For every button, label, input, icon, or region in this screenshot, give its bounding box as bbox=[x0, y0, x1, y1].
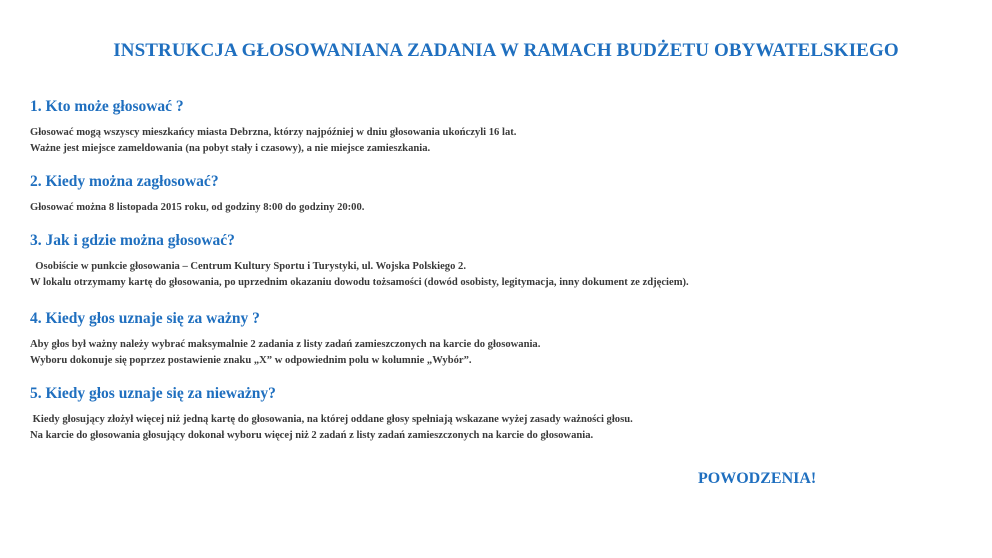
closing-text: POWODZENIA! bbox=[698, 470, 817, 487]
section-text-line: Na karcie do głosowania głosujący dokonał wyboru więcej niż 2 zadań z listy zadań zamieszczonych na karcie do głosowania. bbox=[30, 430, 594, 441]
section-heading: 3. Jak i gdzie można głosować? bbox=[30, 232, 235, 249]
section-text-line: Ważne jest miejsce zameldowania (na pobyt stały i czasowy), a nie miejsce zamieszkania. bbox=[30, 143, 431, 154]
section-heading: 1. Kto może głosować ? bbox=[30, 98, 184, 115]
section-when-to-vote bbox=[30, 173, 970, 216]
section-text-line: Osobiście w punkcie głosowania – Centrum Kultury Sportu i Turystyki, ul. Wojska Polskiego 2. bbox=[30, 261, 466, 272]
section-text-line: Głosować można 8 listopada 2015 roku, od godziny 8:00 do godziny 20:00. bbox=[30, 202, 365, 213]
section-text-line: Kiedy głosujący złożył więcej niż jedną kartę do głosowania, na której oddane głosy spełniają wskazane wyżej zasady ważności głosu. bbox=[30, 414, 633, 425]
section-text-line: Aby głos był ważny należy wybrać maksymalnie 2 zadania z listy zadań zamieszczonych na karcie do głosowania. bbox=[30, 339, 541, 350]
section-heading: 2. Kiedy można zagłosować? bbox=[30, 173, 219, 190]
section-heading: 5. Kiedy głos uznaje się za nieważny? bbox=[30, 385, 276, 402]
page-title: INSTRUKCJA GŁOSOWANIANA ZADANIA W RAMACH BUDŻETU OBYWATELSKIEGO bbox=[113, 40, 899, 61]
section-who-can-vote bbox=[30, 98, 970, 157]
section-text-line: Głosować mogą wszyscy mieszkańcy miasta Debrzna, którzy najpóźniej w dniu głosowania ukończyli 16 lat. bbox=[30, 127, 517, 138]
section-valid-vote bbox=[30, 310, 970, 369]
section-text-line: W lokalu otrzymamy kartę do głosowania, po uprzednim okazaniu dowodu tożsamości (dowód osobisty, legitymacja, inny dokument ze zdjęciem). bbox=[30, 277, 689, 288]
section-heading: 4. Kiedy głos uznaje się za ważny ? bbox=[30, 310, 260, 327]
section-how-where-to-vote bbox=[30, 232, 970, 291]
section-invalid-vote bbox=[30, 385, 970, 444]
section-text-line: Wyboru dokonuje się poprzez postawienie znaku „X” w odpowiednim polu w kolumnie „Wybór”. bbox=[30, 355, 472, 366]
